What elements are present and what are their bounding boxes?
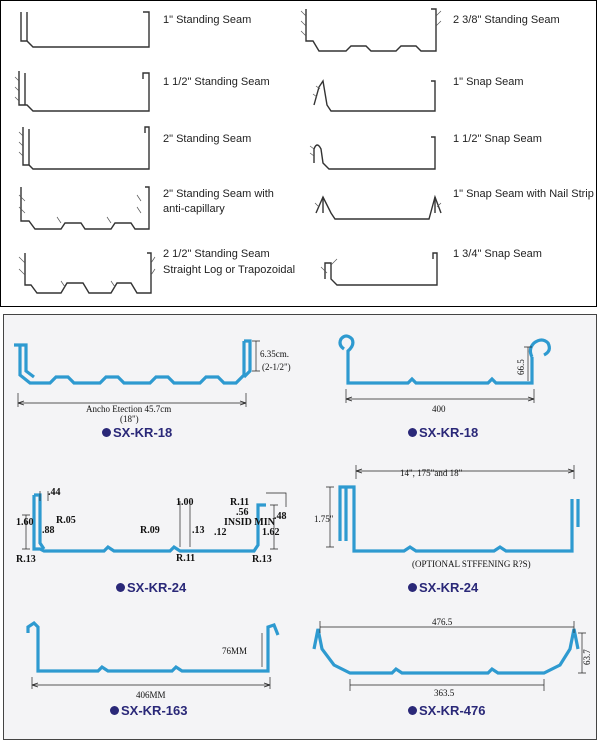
seam-profiles-drawings — [1, 1, 598, 308]
bullet-dot — [110, 706, 119, 715]
label-1-3-4-snap-seam: 1 3/4" Snap Seam — [453, 248, 542, 260]
label-1-1-2-standing-seam: 1 1/2" Standing Seam — [163, 76, 270, 88]
profile-1-1-2-snap-seam — [310, 137, 435, 169]
bullet-dot — [408, 706, 417, 715]
sx-kr-24-d3: .88 — [42, 525, 55, 536]
sx-kr-24-d9: .12 — [214, 527, 227, 538]
profile-1-snap-seam — [313, 81, 435, 111]
profile-2-standing-seam — [19, 127, 149, 169]
bullet-dot — [102, 428, 111, 437]
sx-kr-24-d12: .56 — [236, 507, 249, 518]
sx-kr-24-d4: R.05 — [56, 515, 76, 526]
code-sx-kr-24-left: SX-KR-24 — [116, 580, 186, 595]
sx-kr-18-height-in: (2-1/2") — [262, 362, 291, 372]
sx-kr-476-top: 476.5 — [432, 617, 453, 627]
label-2-1-2-standing-seam: 2 1/2" Standing Seam — [163, 248, 270, 260]
profile-1-1-2-standing-seam — [15, 71, 149, 111]
sx-kr-476-profile — [314, 621, 586, 691]
sx-kr-24b-width: 14", 175"and 18" — [400, 468, 463, 478]
label-1-standing-seam: 1" Standing Seam — [163, 14, 252, 26]
label-anti-capillary: anti-capillary — [163, 203, 225, 215]
sx-kr-24-d2: 1.60 — [16, 517, 34, 528]
profile-2-1-2-standing-seam — [19, 253, 155, 293]
label-1-snap-seam-nail-strip: 1" Snap Seam with Nail Strip — [453, 188, 594, 200]
sx-kr-476-bottom: 363.5 — [434, 688, 455, 698]
sx-kr-24-d6: 1.00 — [176, 497, 194, 508]
sx-kr-24-d16: R.13 — [252, 554, 272, 565]
code-sx-kr-476: SX-KR-476 — [408, 703, 485, 718]
label-straight-log-trapozoidal: Straight Log or Trapozoidal — [163, 264, 296, 276]
bullet-dot — [408, 428, 417, 437]
label-1-1-2-snap-seam: 1 1/2" Snap Seam — [453, 133, 542, 145]
sx-kr-163-profile — [28, 623, 278, 689]
sx-kr-476-height: 63.7 — [582, 649, 592, 665]
sx-kr-24-d10: R.11 — [176, 553, 196, 564]
code-sx-kr-18-right: SX-KR-18 — [408, 425, 478, 440]
sx-kr-18-height: 6.35cm. — [260, 349, 289, 359]
profile-1-standing-seam — [21, 12, 149, 47]
sx-kr-24-d11: R.11 — [230, 497, 250, 508]
sx-kr-18b-width: 400 — [432, 404, 446, 414]
label-1-snap-seam: 1" Snap Seam — [453, 76, 524, 88]
sx-kr-24-d14: .48 — [274, 511, 287, 522]
profile-2-3-8-standing-seam — [301, 9, 441, 51]
sx-kr-24-d8: .13 — [192, 525, 205, 536]
profile-1-3-4-snap-seam — [321, 253, 437, 285]
sx-kr-24-d7: R.09 — [140, 525, 160, 536]
code-sx-kr-18-left: SX-KR-18 — [102, 425, 172, 440]
code-sx-kr-163: SX-KR-163 — [110, 703, 187, 718]
profile-1-snap-seam-nail-strip — [315, 197, 441, 219]
bullet-dot — [116, 583, 125, 592]
label-2-standing-seam-anti: 2" Standing Seam with — [163, 188, 274, 200]
sx-kr-18-width-in: (18") — [120, 414, 139, 424]
sx-kr-24b-height: 1.75" — [314, 514, 334, 524]
sx-kr-163-height: 76MM — [222, 646, 248, 656]
seam-profiles-panel — [0, 0, 597, 307]
sx-kr-18-width: Ancho Etection 45.7cm — [86, 404, 172, 414]
sx-kr-163-width: 406MM — [136, 690, 166, 700]
sx-kr-24-d13: INSID MIN — [224, 517, 275, 528]
code-sx-kr-24-right: SX-KR-24 — [408, 580, 478, 595]
sx-kr-profiles-panel — [3, 314, 597, 740]
sx-kr-24-d15: 1.62 — [262, 527, 280, 538]
label-2-3-8-standing-seam: 2 3/8" Standing Seam — [453, 14, 560, 26]
sx-kr-18-left-profile — [14, 341, 260, 407]
sx-kr-24b-note: (OPTIONAL STFFENING R?S) — [412, 559, 531, 569]
sx-kr-24-d1: .44 — [48, 487, 61, 498]
label-2-standing-seam: 2" Standing Seam — [163, 133, 252, 145]
bullet-dot — [408, 583, 417, 592]
sx-kr-24-d5: R.13 — [16, 554, 36, 565]
sx-kr-drawings — [4, 315, 598, 741]
profile-2-standing-seam-anti-capillary — [19, 187, 149, 229]
sx-kr-18b-height: 66.5 — [516, 359, 526, 375]
